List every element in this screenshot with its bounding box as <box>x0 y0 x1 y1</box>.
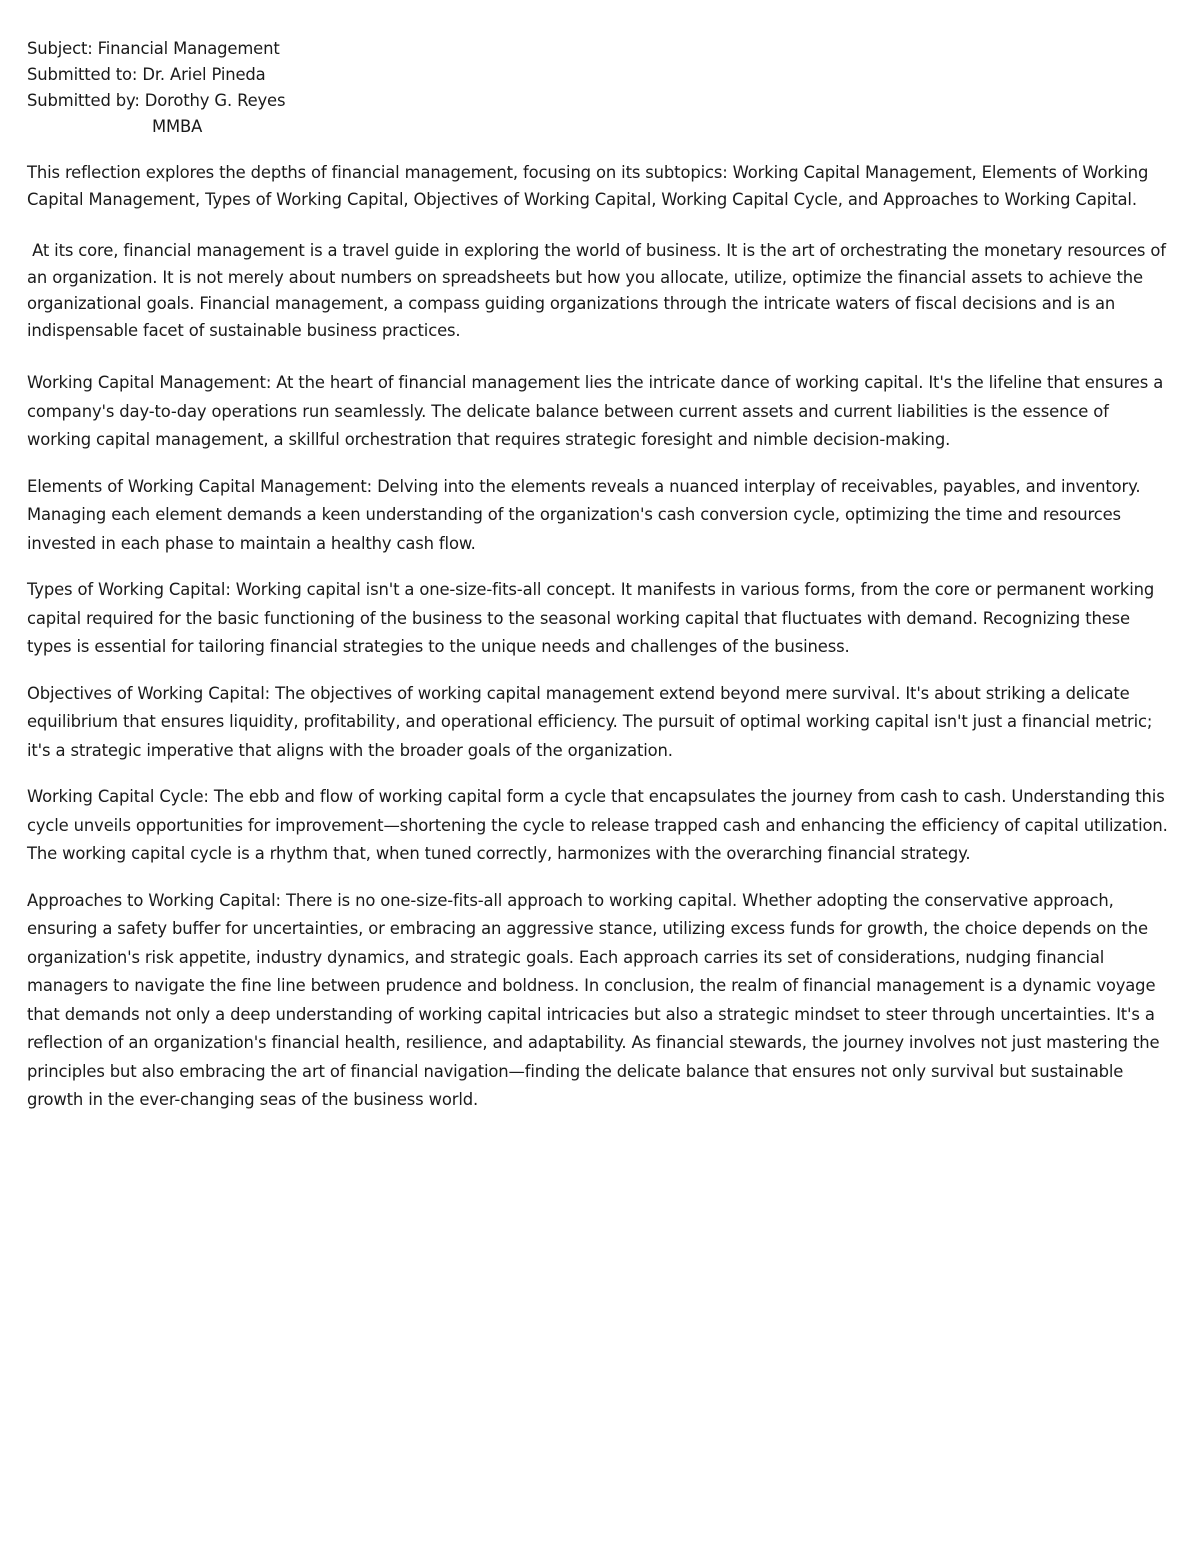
document-header <box>27 36 1177 140</box>
section-types-of-working-capital: Types of Working Capital: Working capital isn't a one-size-fits-all concept. It manifests in various forms, from the core or permanent working capital required for the basic functioning of the business to the seasonal working capital that fluctuates with demand. Recognizing these types is essential for tailoring financial strategies to the unique needs and challenges of the business. <box>27 580 1155 656</box>
submitted-to-line: Submitted to: Dr. Ariel Pineda <box>27 65 266 84</box>
intro-paragraph: This reflection explores the depths of financial management, focusing on its subtopics: Working Capital Management, Elements of Working Capital Management, Types of Working Capital, Objectives of Working Capital, Working Capital Cycle, and Approaches to Working Capital. <box>27 163 1149 209</box>
subject-line: Subject: Financial Management <box>27 39 280 58</box>
degree-line: MMBA <box>152 117 203 136</box>
document-page <box>27 36 1177 1115</box>
core-paragraph <box>27 238 1177 344</box>
core-paragraph-text: At its core, financial management is a travel guide in exploring the world of business. It is the art of orchestrating the monetary resources of an organization. It is not merely about numbers on spreadsheets but how you allocate, utilize, optimize the financial assets to achieve the organizational goals. Financial management, a compass guiding organizations through the intricate waters of fiscal decisions and is an indispensable facet of sustainable business practices. <box>27 241 1166 340</box>
submitted-by-line: Submitted by: Dorothy G. Reyes <box>27 91 286 110</box>
section-approaches-to-working-capital: Approaches to Working Capital: There is no one-size-fits-all approach to working capital. Whether adopting the conservative approach, ensuring a safety buffer for uncertainties, or embracing an aggressive stance, utilizing excess funds for growth, the choice depends on the organization's risk appetite, industry dynamics, and strategic goals. Each approach carries its set of considerations, nudging financial managers to navigate the fine line between prudence and boldness. In conclusion, the realm of financial management is a dynamic voyage that demands not only a deep understanding of working capital intricacies but also a strategic mindset to steer through uncertainties. It's a reflection of an organization's financial health, resilience, and adaptability. As financial stewards, the journey involves not just mastering the principles but also embracing the art of financial navigation—finding the delicate balance that ensures not only survival but sustainable growth in the ever-changing seas of the business world. <box>27 890 1160 1109</box>
section-elements-of-working-capital: Elements of Working Capital Management: Delving into the elements reveals a nuanced interplay of receivables, payables, and inventory. Managing each element demands a keen understanding of the organization's cash conversion cycle, optimizing the time and resources invested in each phase to maintain a healthy cash flow. <box>27 476 1141 553</box>
section-working-capital-cycle: Working Capital Cycle: The ebb and flow of working capital form a cycle that encapsulates the journey from cash to cash. Understanding this cycle unveils opportunities for improvement—shortening the cycle to release trapped cash and enhancing the efficiency of capital utilization. The working capital cycle is a rhythm that, when tuned correctly, harmonizes with the overarching financial strategy. <box>27 787 1168 863</box>
section-objectives-of-working-capital: Objectives of Working Capital: The objectives of working capital management extend beyond mere survival. It's about striking a delicate equilibrium that ensures liquidity, profitability, and operational efficiency. The pursuit of optimal working capital isn't just a financial metric; it's a strategic imperative that aligns with the broader goals of the organization. <box>27 683 1153 760</box>
section-working-capital-management: Working Capital Management: At the heart of financial management lies the intricate dance of working capital. It's the lifeline that ensures a company's day-to-day operations run seamlessly. The delicate balance between current assets and current liabilities is the essence of working capital management, a skillful orchestration that requires strategic foresight and nimble decision-making. <box>27 373 1164 449</box>
